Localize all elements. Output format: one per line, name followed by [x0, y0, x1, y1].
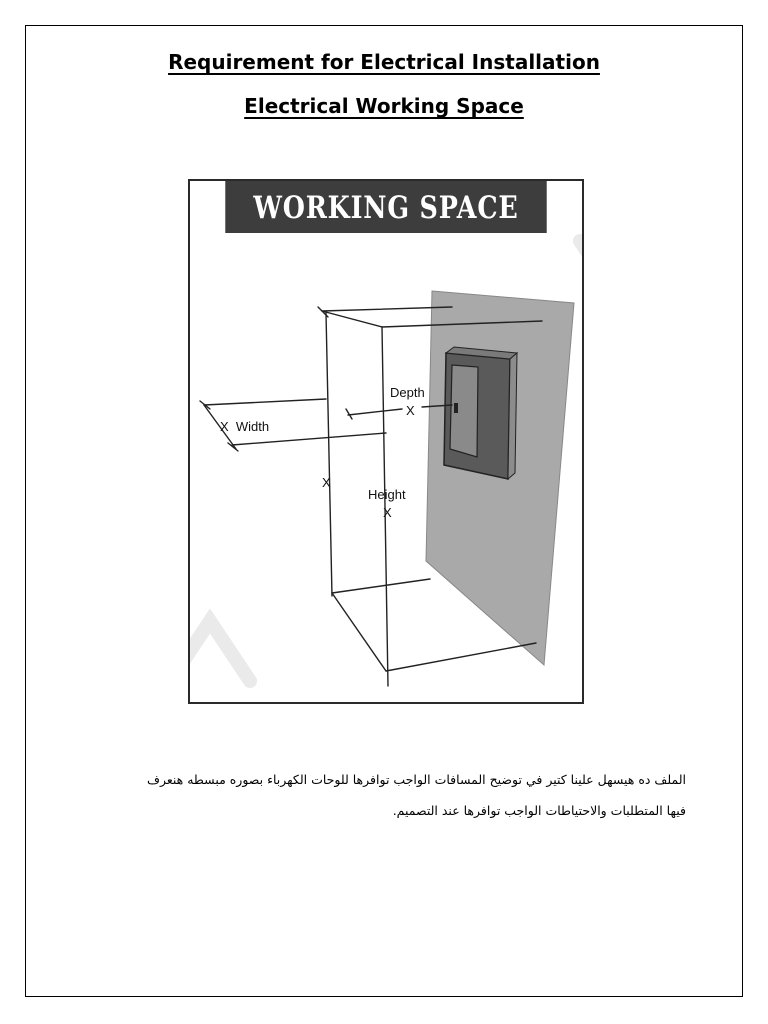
document-title: Requirement for Electrical Installation [168, 50, 600, 74]
body-paragraph [60, 764, 686, 826]
electrical-panel-box [444, 347, 517, 479]
document-subtitle: Electrical Working Space [244, 94, 524, 118]
width-label: X Width [220, 419, 270, 434]
working-space-figure [188, 179, 584, 704]
body-line-2: فيها المتطلبات والاحتياطات الواجب توافرها عند التصميم. [392, 803, 686, 818]
height-label: Height [368, 487, 406, 502]
working-space-diagram [190, 181, 582, 702]
height-x-left-label: X [322, 475, 331, 490]
height-x-label: X [383, 505, 392, 520]
depth-label: Depth [390, 385, 425, 400]
depth-x-label: X [406, 403, 415, 418]
body-line-1: الملف ده هيسهل علينا كتير في توضيح المسافات الواجب توافرها للوحات الكهرباء بصوره مبسطه هنعرف [146, 772, 686, 787]
figure-banner: WORKING SPACE [225, 181, 546, 233]
